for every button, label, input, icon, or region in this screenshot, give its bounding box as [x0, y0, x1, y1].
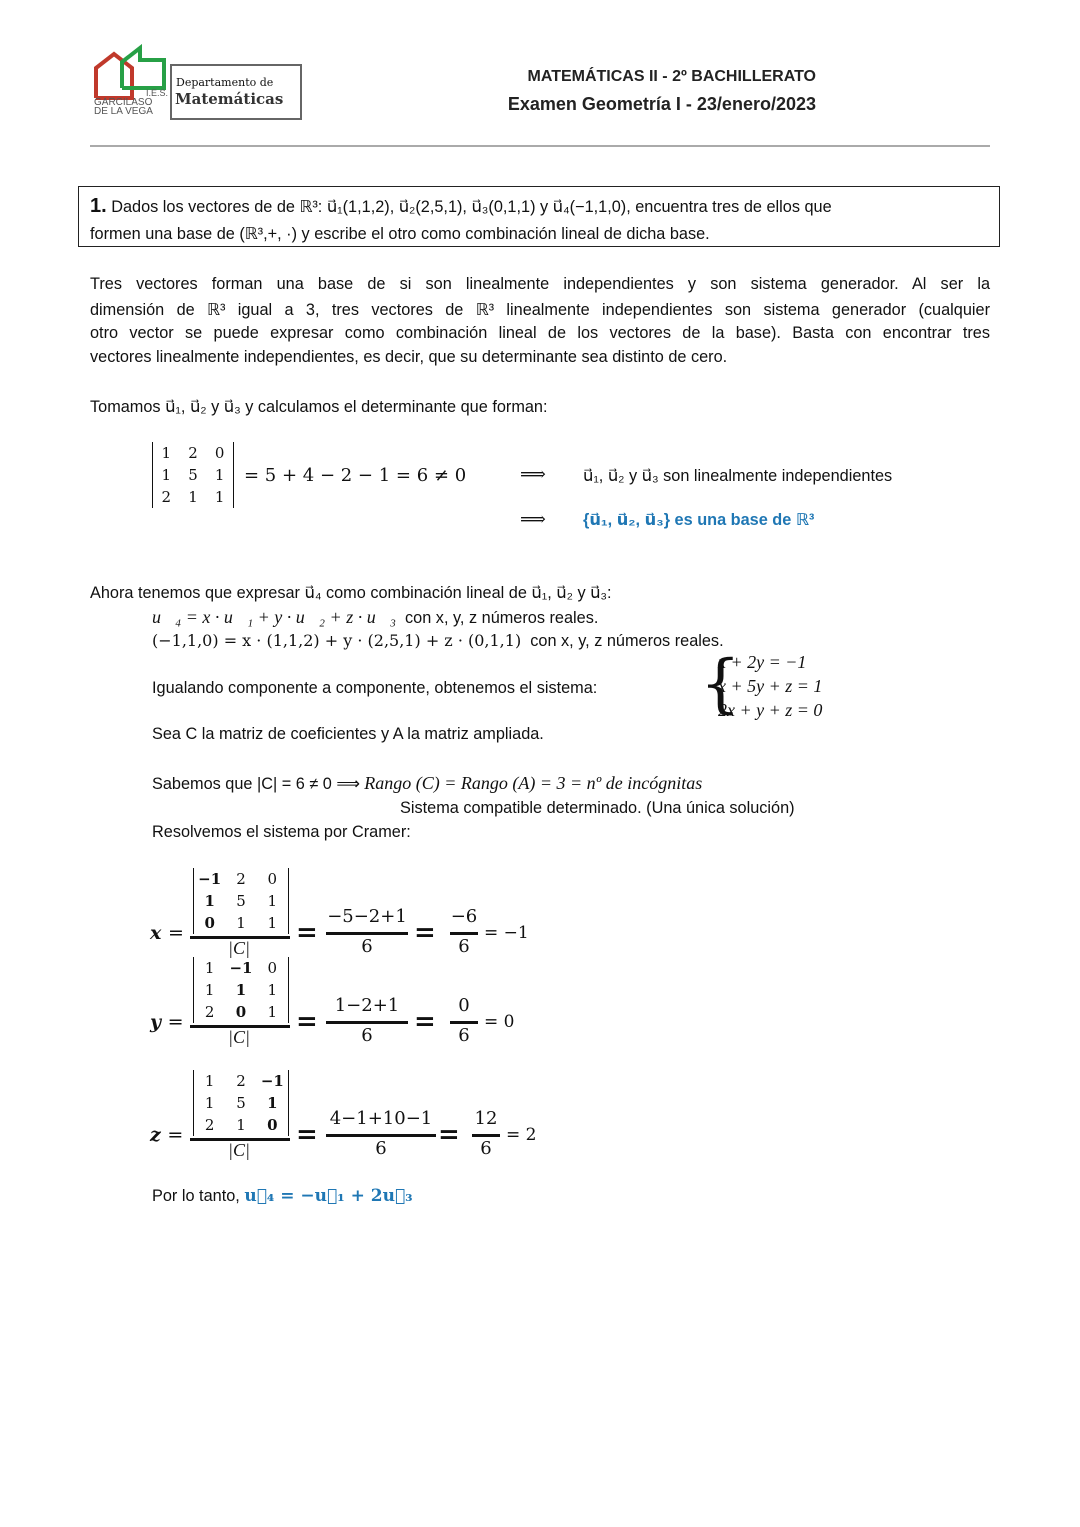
matrix-entry: 1 [267, 1094, 278, 1112]
rank-statement: Rango (C) = Rango (A) = 3 = nº de incógnitas [364, 773, 703, 793]
variable-result: = −1 [484, 923, 529, 943]
matrix-entry: 1 [161, 444, 172, 462]
equals: = [296, 1007, 318, 1037]
matrix-entry: 2 [161, 488, 172, 506]
simplified-numerator: −6 [450, 906, 478, 927]
matrix-entry: 1 [204, 1094, 215, 1112]
matrix-entry: 2 [204, 1116, 215, 1134]
header-divider [90, 145, 990, 147]
numerator: 1−2+1 [334, 995, 400, 1016]
system-label: Igualando componente a componente, obtenemos el sistema: [152, 679, 598, 697]
matrix-entry: 0 [204, 914, 215, 932]
matrix-entry: 2 [188, 444, 198, 462]
system-eq-3: 2x + y + z = 0 [718, 700, 823, 720]
implies-arrow: ⟹ [520, 464, 546, 485]
fraction-bar [472, 1134, 500, 1137]
variable-result: = 0 [484, 1012, 515, 1032]
intro-line: Tres vectores forman una base de si son linealmente independientes y son sistema generador. Al ser la [90, 275, 990, 293]
matrix-entry: 1 [161, 466, 172, 484]
simplified-denominator: 6 [458, 1025, 470, 1046]
course-title: MATEMÁTICAS II - 2º BACHILLERATO [527, 68, 816, 85]
numerator: −5−2+1 [327, 906, 407, 927]
matrix-entry: 1 [267, 914, 278, 932]
school-logo [90, 44, 302, 120]
logo-garcilaso: GARCILASO [94, 97, 153, 108]
variable-name: y [150, 1011, 162, 1033]
matrix-entry: 1 [188, 488, 198, 506]
matrix-entry: 1 [267, 892, 278, 910]
equals: = [296, 918, 318, 948]
matrix-entry: −1 [260, 1072, 284, 1090]
variable-name: x [150, 922, 162, 944]
fraction-bar [326, 1021, 408, 1024]
variable-label: x = [150, 922, 184, 944]
matrix-entry: 1 [214, 466, 225, 484]
fraction-bar [326, 1134, 436, 1137]
basis-conclusion: {u⃗₁, u⃗₂, u⃗₃} es una base de ℝ³ [583, 511, 815, 529]
intro-line: dimensión de ℝ³ igual a 3, tres vectores de ℝ³ linealmente independientes son sistema generador (cualquier [90, 301, 990, 319]
matrix-entry: 0 [267, 1116, 278, 1134]
matrix-entry: 0 [235, 1003, 247, 1021]
equals: = [414, 918, 436, 948]
simplified-numerator: 0 [458, 995, 470, 1016]
matrix-entry: −1 [229, 959, 253, 977]
sabemos-line [152, 773, 702, 794]
denominator-C: |C| [228, 1140, 250, 1160]
matrix-entry: 1 [267, 981, 278, 999]
tomamos-text: Tomamos u⃗₁, u⃗₂ y u⃗₃ y calculamos el determinante que forman: [90, 398, 548, 416]
matrix-entry: 2 [204, 1003, 215, 1021]
simplified-denominator: 6 [480, 1138, 492, 1159]
cramer-determinant [193, 1070, 289, 1136]
determinant-result: = 5 + 4 − 2 − 1 = 6 ≠ 0 [244, 465, 467, 486]
question-line1 [90, 195, 832, 218]
matrix-entry: 1 [204, 959, 215, 977]
equation-1-math: u⃗₄ = x · u⃗₁ + y · u⃗₂ + z · u⃗₃ [152, 607, 396, 627]
simplified-denominator: 6 [458, 936, 470, 957]
question-number: 1. [90, 195, 107, 217]
system-brace: { [700, 647, 741, 721]
variable-label: y = [150, 1011, 184, 1033]
equation-1 [152, 607, 598, 628]
conclusion-prefix: Por lo tanto, [152, 1187, 240, 1205]
exam-title: Examen Geometría I - 23/enero/2023 [507, 94, 816, 114]
matrix-entry: 5 [236, 1094, 246, 1112]
resolvemos-text: Resolvemos el sistema por Cramer: [152, 823, 411, 841]
intro-line: otro vector se puede expresar como combinación lineal de los vectores de la base). Basta con encontrar tres [90, 324, 990, 342]
matrix-entry: 1 [204, 981, 215, 999]
determinant-u1-u2-u3 [152, 442, 234, 508]
matrix-entry: 1 [204, 892, 215, 910]
simplified-numerator: 12 [474, 1108, 498, 1129]
question-text-1: Dados los vectores de de ℝ³: u⃗₁(1,1,2), u⃗₂(2,5,1), u⃗₃(0,1,1) y u⃗₄(−1,1,0), encuentra tres de ellos que [111, 198, 832, 216]
matrix-entry: 5 [236, 892, 246, 910]
equals: = [296, 1120, 318, 1150]
question-text-2: formen una base de (ℝ³,+, ·) y escribe el otro como combinación lineal de dicha base. [90, 225, 710, 243]
implies-arrow: ⟹ [520, 509, 546, 530]
matrix-entry: 1 [214, 488, 225, 506]
matrix-entry: 1 [236, 1116, 246, 1134]
matrix-entry: 1 [236, 914, 246, 932]
matrix-entry: 1 [235, 981, 247, 999]
denominator: 6 [375, 1138, 387, 1159]
equation-2 [152, 631, 724, 651]
dept-box [170, 64, 302, 120]
system-eq-1: x + 2y = −1 [718, 652, 807, 672]
equation-1-suffix: con x, y, z números reales. [405, 609, 599, 627]
denominator-C: |C| [228, 938, 250, 958]
variable-label: z = [150, 1124, 184, 1146]
cramer-determinant [193, 957, 289, 1023]
matrix-entry: 2 [236, 1072, 246, 1090]
equals: = [414, 1007, 436, 1037]
ahora-text: Ahora tenemos que expresar u⃗₄ como combinación lineal de u⃗₁, u⃗₂ y u⃗₃: [90, 584, 612, 602]
matrix-entry: 0 [267, 870, 278, 888]
logo-vega: DE LA VEGA [94, 106, 153, 117]
denominator-C: |C| [228, 1027, 250, 1047]
final-conclusion [152, 1186, 413, 1206]
variable-name: z [150, 1124, 161, 1146]
sabemos-prefix: Sabemos que |C| = 6 ≠ 0 ⟹ [152, 775, 360, 793]
equation-2-suffix: con x, y, z números reales. [530, 632, 724, 650]
dept-line1: Departamento de [176, 76, 274, 89]
numerator: 4−1+10−1 [329, 1108, 433, 1129]
matrix-entry: −1 [198, 870, 222, 888]
matrix-entry: 1 [204, 1072, 215, 1090]
intro-line: vectores linealmente independientes, es decir, que su determinante sea distinto de cero. [90, 348, 728, 366]
equation-2-math: (−1,1,0) = x · (1,1,2) + y · (2,5,1) + z · (0,1,1) [152, 631, 522, 650]
logo-ies: I.E.S. [146, 88, 169, 98]
dept-line2: Matemáticas [175, 90, 284, 108]
cramer-determinant [193, 868, 289, 934]
equals: = [438, 1120, 460, 1150]
fraction-bar [450, 1021, 478, 1024]
denominator: 6 [361, 936, 373, 957]
denominator: 6 [361, 1025, 373, 1046]
matrix-entry: 1 [267, 1003, 278, 1021]
matrix-entry: 2 [236, 870, 246, 888]
matrix-entry: 0 [214, 444, 225, 462]
variable-result: = 2 [506, 1125, 537, 1145]
independence-conclusion: u⃗₁, u⃗₂ y u⃗₃ son linealmente independientes [583, 467, 893, 485]
compatible-text: Sistema compatible determinado. (Una única solución) [400, 799, 795, 817]
system-eq-2: x + 5y + z = 1 [718, 676, 823, 696]
matrix-entry: 5 [188, 466, 198, 484]
final-combination: u⃗₄ = −u⃗₁ + 2u⃗₃ [244, 1186, 413, 1206]
matrix-entry: 0 [267, 959, 278, 977]
fraction-bar [326, 932, 408, 935]
sea-text: Sea C la matriz de coeficientes y A la matriz ampliada. [152, 725, 544, 743]
fraction-bar [450, 932, 478, 935]
